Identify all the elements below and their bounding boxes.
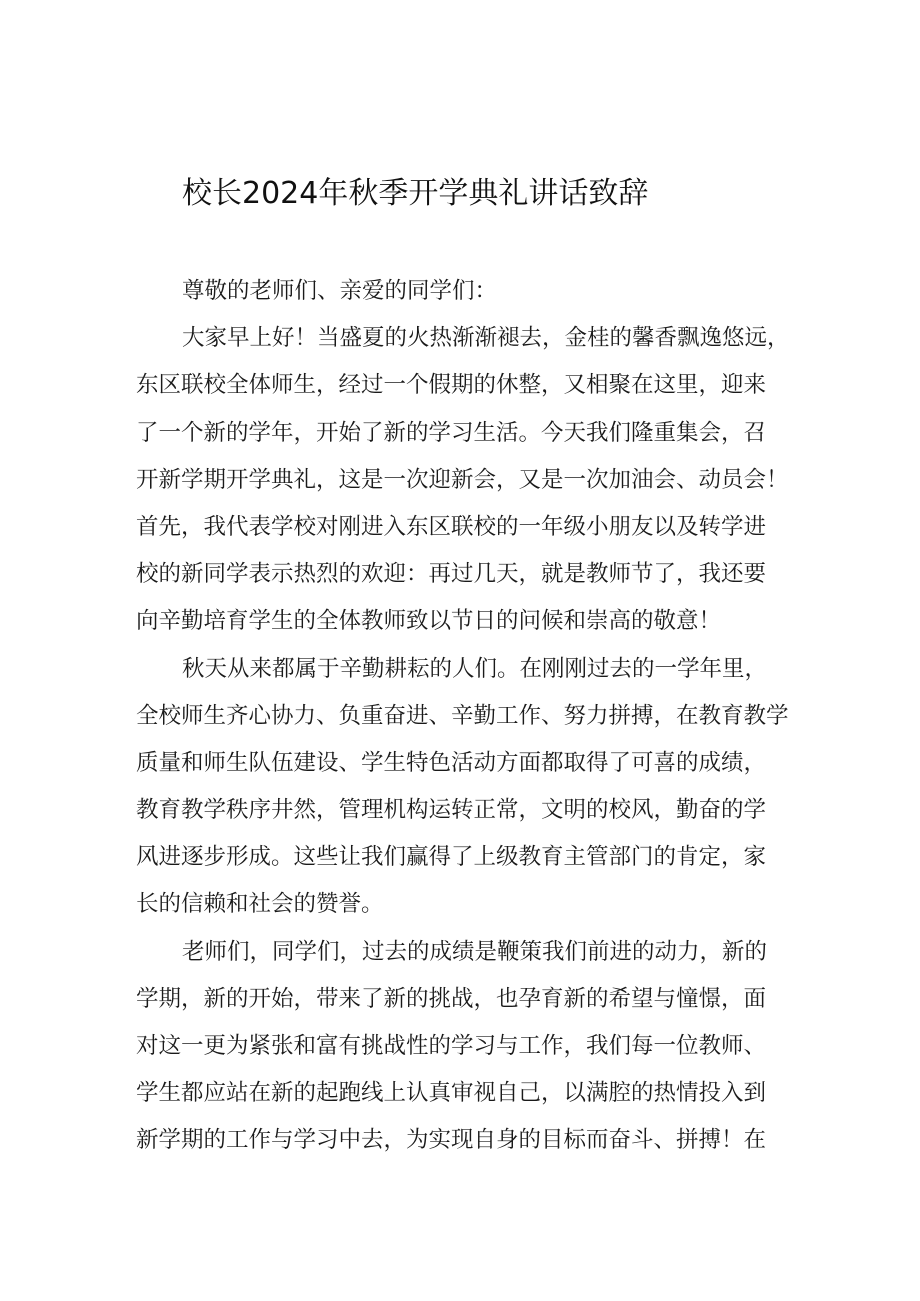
- paragraph-line: 向辛勤培育学生的全体教师致以节日的问候和崇高的敬意！: [136, 608, 722, 635]
- paragraph-line: 校的新同学表示热烈的欢迎：再过几天，就是教师节了，我还要: [136, 561, 767, 588]
- paragraph-line: 长的信赖和社会的赞誉。: [136, 891, 384, 918]
- paragraph-line: 风进逐步形成。这些让我们赢得了上级教育主管部门的肯定，家: [136, 844, 767, 871]
- paragraph-line: 老师们，同学们，过去的成绩是鞭策我们前进的动力，新的: [182, 938, 768, 965]
- paragraph-line: 全校师生齐心协力、负重奋进、辛勤工作、努力拼搏，在教育教学: [136, 702, 789, 729]
- paragraph-line: 新学期的工作与学习中去，为实现自身的目标而奋斗、拼搏！在: [136, 1127, 767, 1154]
- paragraph-line: 了一个新的学年，开始了新的学习生活。今天我们隆重集会，召: [136, 419, 767, 446]
- paragraph-line: 尊敬的老师们、亲爱的同学们：: [182, 278, 498, 304]
- document-body: [136, 268, 796, 1165]
- paragraph-outlook: [136, 929, 796, 1165]
- paragraph-line: 质量和师生队伍建设、学生特色活动方面都取得了可喜的成绩，: [136, 749, 767, 776]
- paragraph-line: 对这一更为紧张和富有挑战性的学习与工作，我们每一位教师、: [136, 1033, 767, 1059]
- paragraph-line: 开新学期开学典礼，这是一次迎新会，又是一次加油会、动员会！: [136, 466, 789, 493]
- paragraph-line: 东区联校全体师生，经过一个假期的休整，又相聚在这里，迎来: [136, 372, 767, 399]
- paragraph-line: 首先，我代表学校对刚进入东区联校的一年级小朋友以及转学进: [136, 513, 767, 540]
- paragraph-line: 教育教学秩序井然，管理机构运转正常，文明的校风，勤奋的学: [136, 797, 767, 824]
- paragraph-line: 学生都应站在新的起跑线上认真审视自己，以满腔的热情投入到: [136, 1080, 767, 1107]
- paragraph-review: [136, 646, 796, 929]
- paragraph-line: 大家早上好！当盛夏的火热渐渐褪去，金桂的馨香飘逸悠远，: [182, 325, 790, 352]
- paragraph-line: 秋天从来都属于辛勤耕耘的人们。在刚刚过去的一学年里，: [182, 655, 768, 682]
- paragraph-line: 学期，新的开始，带来了新的挑战，也孕育新的希望与憧憬，面: [136, 985, 767, 1012]
- document-title: 校长2024年秋季开学典礼讲话致辞: [182, 176, 649, 211]
- paragraph-salutation: [136, 268, 796, 315]
- paragraph-greeting: [136, 315, 796, 645]
